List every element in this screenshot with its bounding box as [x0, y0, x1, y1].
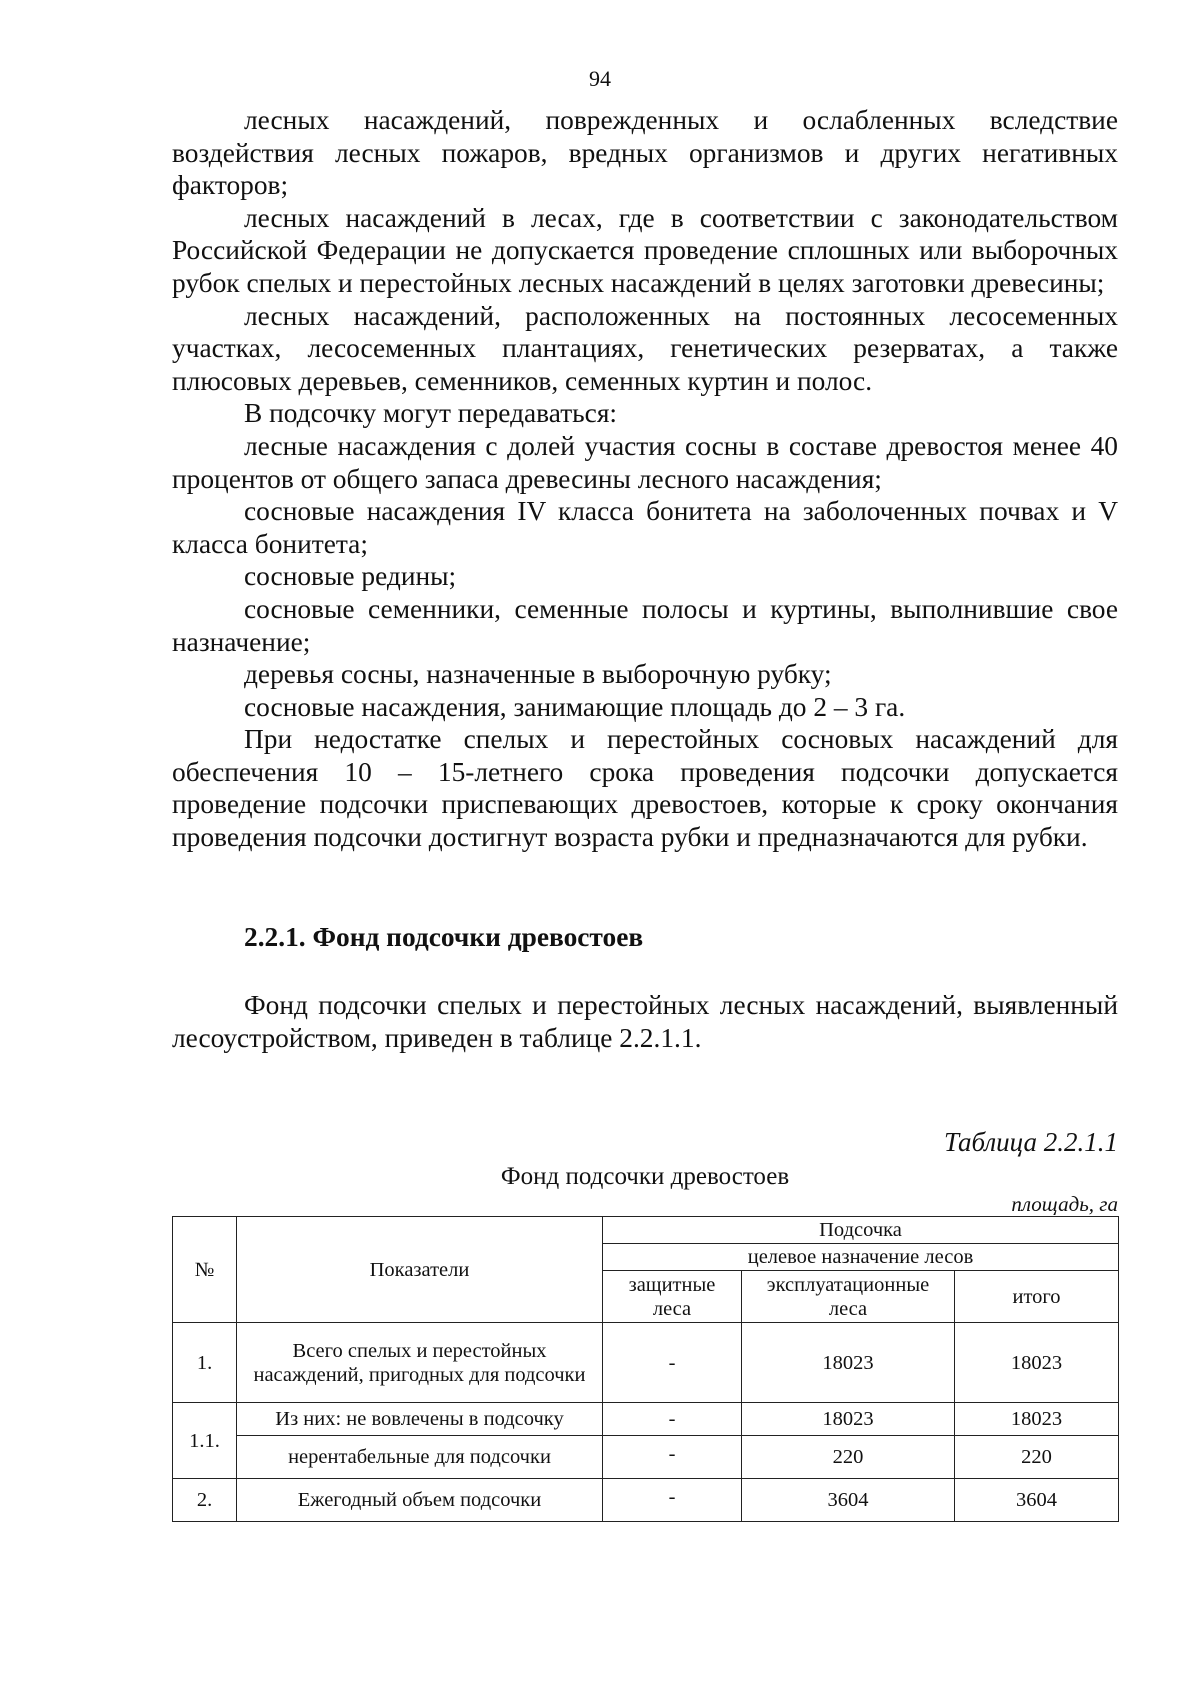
row-protective: - — [603, 1436, 742, 1479]
paragraph: Фонд подсочки спелых и перестойных лесных насаждений, выявленный лесоустройством, приведен в таблице 2.2.1.1. — [172, 990, 1118, 1053]
row-total: 18023 — [955, 1323, 1119, 1403]
row-num: 1.1. — [173, 1403, 237, 1479]
paragraph: сосновые насаждения, занимающие площадь до 2 – 3 га. — [244, 691, 906, 722]
paragraph: лесные насаждения с долей участия сосны в составе древостоя менее 40 процентов от общего запаса древесины лесного насаждения; — [172, 430, 1118, 494]
paragraph: сосновые семенники, семенные полосы и куртины, выполнившие свое назначение; — [172, 593, 1118, 657]
row-protective: - — [603, 1403, 742, 1436]
row-num: 1. — [173, 1323, 237, 1403]
paragraph: деревья сосны, назначенные в выборочную рубку; — [244, 659, 832, 690]
row-indicator: Из них: не вовлечены в подсочку — [237, 1403, 603, 1436]
header-indicators: Показатели — [237, 1217, 603, 1323]
row-indicator: Всего спелых и перестойных насаждений, пригодных для подсочки — [237, 1323, 603, 1403]
paragraph: лесных насаждений, поврежденных и ослабленных вследствие воздействия лесных пожаров, вредных организмов и других негативных факторов; — [172, 105, 1118, 201]
table-title: Фонд подсочки древостоев — [500, 1163, 790, 1190]
table-row — [173, 1403, 1119, 1436]
row-total: 3604 — [955, 1479, 1119, 1522]
header-total: итого — [955, 1271, 1119, 1323]
row-protective: - — [603, 1323, 742, 1403]
row-indicator: Ежегодный объем подсочки — [237, 1479, 603, 1522]
header-num: № — [173, 1217, 237, 1323]
paragraph: При недостатке спелых и перестойных сосновых насаждений для обеспечения 10 – 15-летнего срока проведения подсочки допускается проведение подсочки приспевающих древостоев, которые к сроку окончания проведения подсочки достигнут возраста рубки и предназначаются для рубки. — [172, 724, 1118, 853]
row-total: 220 — [955, 1436, 1119, 1479]
row-exploitation: 18023 — [742, 1403, 955, 1436]
table-row — [173, 1323, 1119, 1403]
paragraph: сосновые редины; — [244, 561, 457, 592]
paragraph: лесных насаждений в лесах, где в соответствии с законодательством Российской Федерации не допускается проведение сплошных или выборочных рубок спелых и перестойных лесных насаждений в целях заготовки древесины; — [172, 202, 1118, 298]
row-total: 18023 — [955, 1403, 1119, 1436]
tapping-fund-table — [172, 1216, 1119, 1522]
intro-paragraph — [172, 989, 1118, 1054]
row-protective: - — [603, 1479, 742, 1522]
table-label: Таблица 2.2.1.1 — [943, 1127, 1118, 1157]
header-purpose: целевое назначение лесов — [603, 1244, 1119, 1271]
row-exploitation: 220 — [742, 1436, 955, 1479]
table-unit: площадь, га — [1011, 1192, 1118, 1216]
paragraph: сосновые насаждения IV класса бонитета на заболоченных почвах и V класса бонитета; — [172, 496, 1118, 559]
row-indicator: нерентабельные для подсочки — [237, 1436, 603, 1479]
paragraph: В подсочку могут передаваться: — [244, 398, 618, 429]
header-tapping: Подсочка — [603, 1217, 1119, 1244]
table-row — [173, 1436, 1119, 1479]
row-exploitation: 3604 — [742, 1479, 955, 1522]
page-number: 94 — [589, 66, 611, 91]
header-exploitation: эксплуатационные леса — [742, 1271, 955, 1323]
header-protective: защитные леса — [603, 1271, 742, 1323]
body-text — [172, 104, 1118, 854]
row-num: 2. — [173, 1479, 237, 1522]
table-row — [173, 1479, 1119, 1522]
section-heading: 2.2.1. Фонд подсочки древостоев — [244, 922, 644, 952]
paragraph: лесных насаждений, расположенных на постоянных лесосеменных участках, лесосеменных плантациях, генетических резерватах, а также плюсовых деревьев, семенников, семенных куртин и полос. — [172, 300, 1118, 396]
row-exploitation: 18023 — [742, 1323, 955, 1403]
